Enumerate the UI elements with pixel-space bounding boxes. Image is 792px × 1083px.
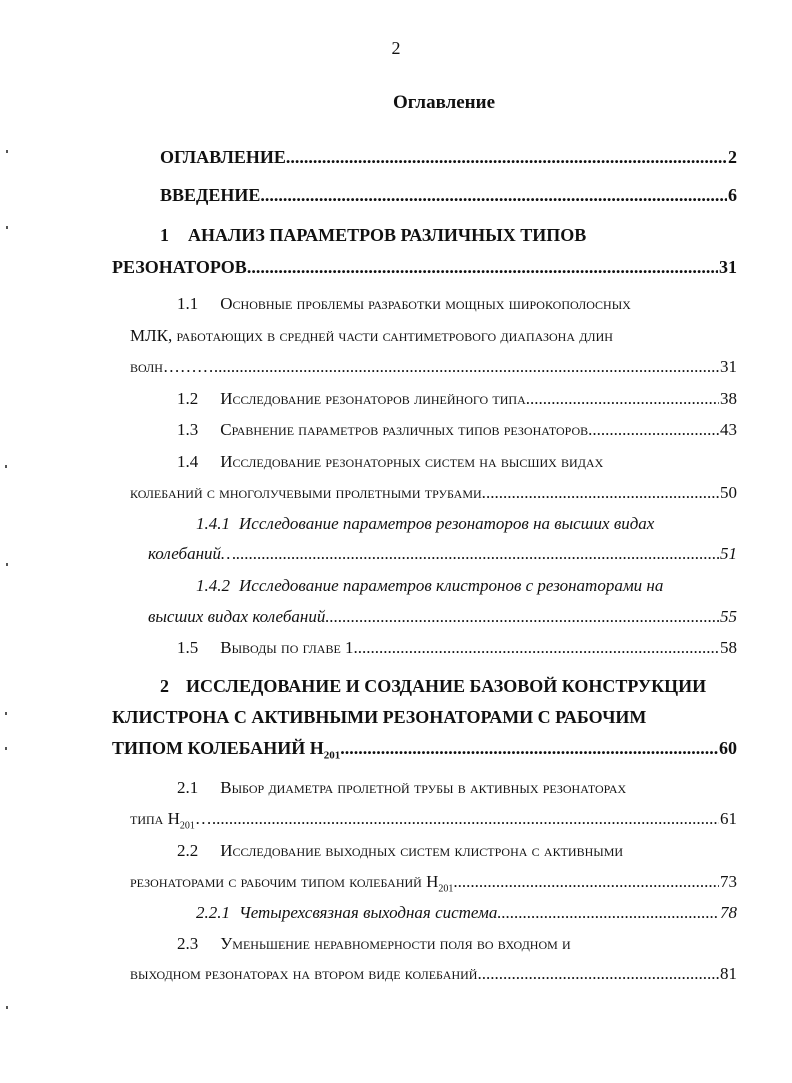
toc-entry-label: резонаторами с рабочим типом колебаний $H_{201}$ — [130, 872, 454, 895]
page-number: 2 — [391, 38, 401, 58]
scan-speck — [5, 747, 7, 750]
toc-chapter-1-line1[interactable] — [160, 225, 586, 246]
toc-entry-number: 2.2 — [177, 841, 199, 860]
toc-page-number: 43 — [720, 420, 737, 439]
toc-subsection-1-4-2-line2[interactable] — [148, 607, 737, 627]
toc-page-number: 50 — [720, 483, 737, 502]
toc-entry-label: колебаний… — [148, 544, 237, 563]
toc-entry-label: Сравнение параметров различных типов резонаторов. — [220, 420, 593, 439]
toc-entry-label: ИССЛЕДОВАНИЕ И СОЗДАНИЕ БАЗОВОЙ КОНСТРУКЦИИ — [186, 676, 707, 696]
toc-section-2-1-line2[interactable] — [130, 809, 737, 831]
toc-section-1-1-line1[interactable] — [177, 294, 631, 314]
toc-entry-label: Исследование резонаторных систем на высших видах — [220, 452, 604, 471]
toc-dot-leader — [325, 607, 719, 627]
toc-section-1-1-line3[interactable] — [130, 357, 737, 377]
toc-entry-label: Основные проблемы разработки мощных широкополосных — [220, 294, 631, 313]
toc-page-number: 61 — [720, 809, 737, 828]
toc-chapter-2-line2: КЛИСТРОНА С АКТИВНЫМИ РЕЗОНАТОРАМИ С РАБОЧИМ — [112, 707, 647, 727]
toc-page-number: 31 — [720, 357, 737, 376]
toc-entry-label: волн……… — [130, 357, 214, 376]
toc-entry-contents[interactable] — [160, 147, 737, 168]
toc-entry-label: ВВЕДЕНИЕ — [160, 185, 261, 205]
scan-speck — [5, 712, 7, 715]
toc-entry-number: 1.4.2 — [196, 576, 230, 595]
toc-dot-leader — [592, 420, 719, 440]
toc-section-1-3[interactable] — [177, 420, 737, 440]
toc-entry-label: колебаний с многолучевыми пролетными трубами. — [130, 483, 486, 502]
toc-dot-leader — [497, 903, 719, 923]
toc-subsection-1-4-2-line1[interactable] — [196, 576, 663, 596]
toc-entry-label: ТИПОМ КОЛЕБАНИЙ $H_{201}$ — [112, 738, 341, 762]
toc-entry-number: 1.5 — [177, 638, 199, 657]
toc-section-2-1-line1[interactable] — [177, 778, 626, 798]
toc-entry-label: Исследование параметров резонаторов на высших видах — [239, 514, 655, 533]
toc-section-2-2-line2[interactable] — [130, 872, 737, 894]
toc-entry-label: высших видах колебаний — [148, 607, 326, 626]
toc-subsection-2-2-1[interactable] — [196, 903, 737, 923]
toc-dot-leader — [260, 185, 727, 206]
toc-dot-leader — [236, 544, 719, 564]
toc-entry-label: выходном резонаторах на втором виде колебаний. — [130, 964, 482, 983]
toc-dot-leader — [214, 357, 719, 377]
scan-speck — [6, 150, 8, 153]
subscript: 201 — [179, 820, 195, 832]
toc-page-number: 55 — [720, 607, 737, 626]
toc-dot-leader — [482, 964, 719, 984]
toc-page-number: 2 — [728, 147, 737, 167]
toc-entry-label: ОГЛАВЛЕНИЕ — [160, 147, 286, 167]
toc-entry-number: 2.2.1 — [196, 903, 230, 922]
toc-entry-label: Исследование выходных систем клистрона с активными — [220, 841, 624, 860]
toc-entry-number: 1.1 — [177, 294, 199, 313]
page-title: Оглавление — [392, 92, 496, 113]
toc-entry-label: Выбор диаметра пролетной трубы в активных резонаторах — [220, 778, 627, 797]
toc-entry-number: 1.4 — [177, 452, 199, 471]
subscript: 201 — [438, 883, 454, 895]
scan-speck — [6, 226, 8, 229]
toc-page-number: 58 — [720, 638, 737, 657]
toc-subsection-1-4-1-line2[interactable] — [148, 544, 737, 564]
scan-speck — [6, 1006, 8, 1009]
toc-section-2-2-line1[interactable] — [177, 841, 623, 861]
toc-entry-label: РЕЗОНАТОРОВ — [112, 257, 247, 277]
toc-page-number: 31 — [719, 257, 737, 277]
toc-page-number: 38 — [720, 389, 737, 408]
toc-dot-leader — [212, 809, 719, 829]
toc-dot-leader — [247, 257, 718, 278]
toc-dot-leader — [530, 389, 719, 409]
scan-speck — [5, 465, 7, 468]
toc-section-1-2[interactable] — [177, 389, 737, 409]
toc-entry-introduction[interactable] — [160, 185, 737, 206]
toc-chapter-2-line3[interactable] — [112, 738, 737, 762]
toc-entry-label: Исследование резонаторов линейного типа. — [220, 389, 530, 408]
toc-entry-number: 2 — [160, 676, 169, 696]
subscript: 201 — [323, 749, 341, 762]
toc-chapter-1-line2[interactable] — [112, 257, 737, 278]
toc-page-number: 51 — [720, 544, 737, 563]
toc-entry-number: 1.4.1 — [196, 514, 230, 533]
toc-subsection-1-4-1-line1[interactable] — [196, 514, 654, 534]
toc-dot-leader — [453, 872, 719, 892]
toc-entry-label: Уменьшение неравномерности поля во входном и — [220, 934, 571, 953]
toc-entry-number: 1.3 — [177, 420, 199, 439]
toc-dot-leader — [354, 638, 719, 658]
toc-entry-number: 2.3 — [177, 934, 199, 953]
toc-section-2-3-line1[interactable] — [177, 934, 571, 954]
toc-section-1-1-line2: МЛК, работающих в средней части сантиметрового диапазона длин — [130, 326, 613, 345]
toc-dot-leader — [286, 147, 727, 168]
toc-entry-label: Выводы по главе 1 — [220, 638, 354, 657]
toc-entry-number: 1 — [160, 225, 169, 245]
toc-section-1-5[interactable] — [177, 638, 737, 658]
toc-section-1-4-line1[interactable] — [177, 452, 603, 472]
toc-dot-leader — [340, 738, 718, 759]
toc-entry-number: 1.2 — [177, 389, 199, 408]
toc-section-1-4-line2[interactable] — [130, 483, 737, 503]
toc-entry-label: типа $H_{201}\dots$ — [130, 809, 212, 832]
toc-section-2-3-line2[interactable] — [130, 964, 737, 984]
scan-speck — [6, 563, 8, 566]
toc-page-number: 6 — [728, 185, 737, 205]
toc-dot-leader — [486, 483, 719, 503]
toc-page-number: 78 — [720, 903, 737, 922]
toc-chapter-2-line1[interactable] — [160, 676, 706, 697]
toc-entry-number: 2.1 — [177, 778, 199, 797]
toc-entry-label: Четырехсвязная выходная система — [239, 903, 498, 922]
toc-entry-label: АНАЛИЗ ПАРАМЕТРОВ РАЗЛИЧНЫХ ТИПОВ — [188, 225, 587, 245]
toc-page-number: 73 — [720, 872, 737, 891]
toc-entry-label: Исследование параметров клистронов с резонаторами на — [239, 576, 664, 595]
toc-page-number: 60 — [719, 738, 737, 758]
toc-page-number: 81 — [720, 964, 737, 983]
